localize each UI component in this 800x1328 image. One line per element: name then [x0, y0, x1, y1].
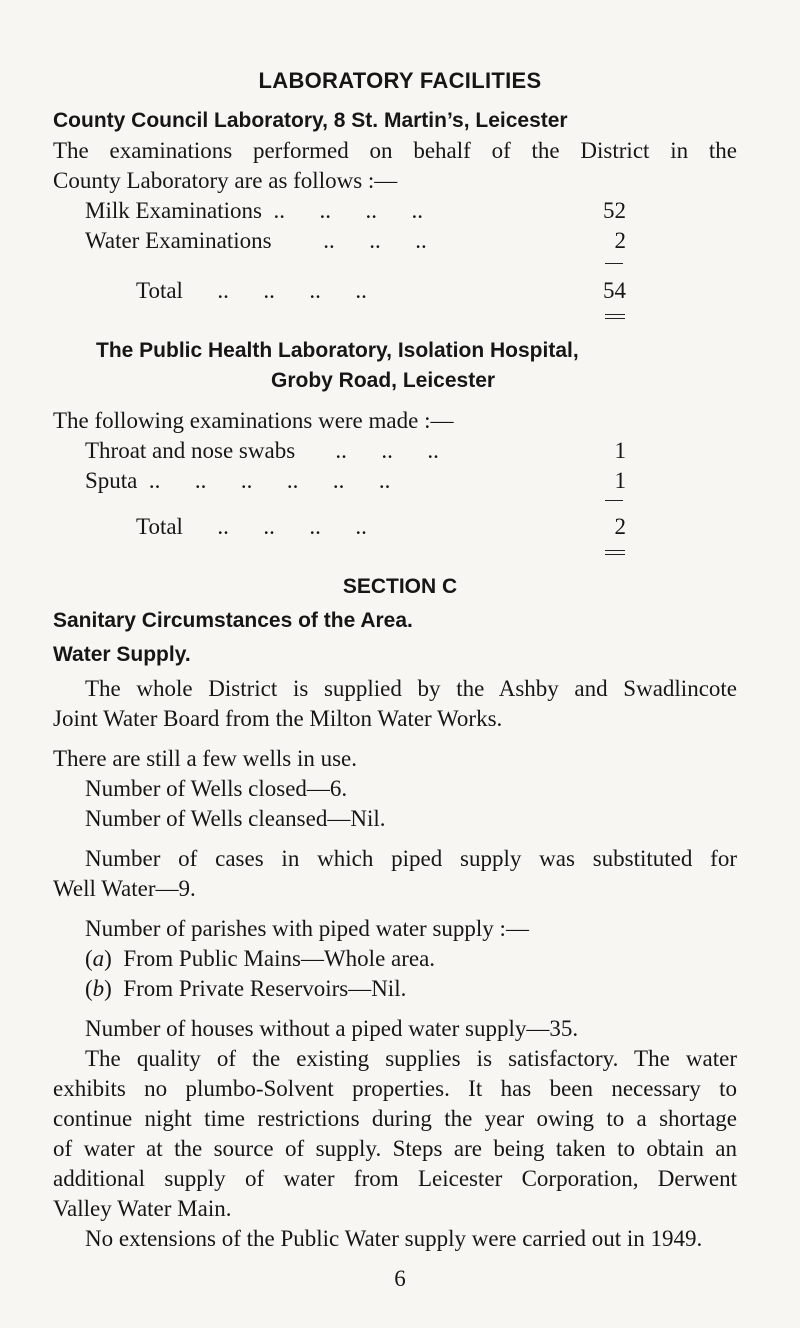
supply-para-line2: Joint Water Board from the Milton Water Works. [53, 706, 503, 731]
quality-para-line5: additional supply of water from Leicester Corporation, Derwent [53, 1166, 737, 1191]
piped-substituted-line2: Well Water—9. [53, 876, 196, 901]
throat-swabs-label: Throat and nose swabs .. .. .. [85, 438, 439, 463]
water-exam-value: 2 [614, 228, 626, 253]
throat-swabs-value: 1 [614, 438, 626, 463]
total-double-rule [605, 314, 625, 319]
piped-substituted-line1: Number of cases in which piped supply was substituted for [85, 846, 737, 871]
item-a-text: From Public Mains—Whole area. [123, 946, 436, 971]
quality-para-line6: Valley Water Main. [53, 1196, 232, 1221]
quality-para-line3: continue night time restrictions during the year owing to a shortage [53, 1106, 737, 1131]
section-c-heading: SECTION C [342, 575, 458, 598]
wells-closed: Number of Wells closed—6. [85, 776, 348, 801]
no-extensions: No extensions of the Public Water supply were carried out in 1949. [85, 1226, 703, 1251]
supply-para-line1: The whole District is supplied by the Ashby and Swadlincote [85, 676, 737, 701]
sanitary-heading: Sanitary Circumstances of the Area. [53, 609, 413, 632]
wells-in-use: There are still a few wells in use. [53, 746, 357, 771]
sum-rule [605, 500, 623, 501]
parishes-piped: Number of parishes with piped water supply :— [85, 916, 529, 941]
sputa-value: 1 [614, 468, 626, 493]
phl-total-label: Total .. .. .. .. [136, 514, 367, 539]
item-b-text: From Private Reservoirs—Nil. [123, 976, 407, 1001]
parishes-item-b: (b) From Private Reservoirs—Nil. [85, 976, 407, 1001]
quality-para-line4: of water at the source of supply. Steps are being taken to obtain an [53, 1136, 737, 1161]
phl-total-value: 2 [614, 514, 626, 539]
county-total-label: Total .. .. .. .. [136, 278, 367, 303]
houses-without-piped: Number of houses without a piped water supply—35. [85, 1016, 579, 1041]
phl-intro: The following examinations were made :— [53, 408, 454, 433]
county-lab-title: County Council Laboratory, 8 St. Martin’s, Leicester [53, 109, 568, 132]
water-supply-heading: Water Supply. [53, 643, 191, 666]
page-number: 6 [394, 1266, 406, 1291]
quality-para-line2: exhibits no plumbo-Solvent properties. It has been necessary to [53, 1076, 737, 1101]
item-a-letter: a [92, 946, 105, 971]
county-total-value: 54 [603, 278, 626, 303]
total-double-rule [605, 550, 625, 555]
parishes-item-a: (a) From Public Mains—Whole area. [85, 946, 436, 971]
wells-cleansed: Number of Wells cleansed—Nil. [85, 806, 386, 831]
water-exam-label: Water Examinations .. .. .. [85, 228, 427, 253]
county-lab-intro-line2: County Laboratory are as follows :— [53, 168, 398, 193]
sputa-label: Sputa .. .. .. .. .. .. [85, 468, 391, 493]
milk-exam-value: 52 [603, 198, 626, 223]
phl-title-line1: The Public Health Laboratory, Isolation Hospital, [96, 339, 579, 362]
item-b-letter: b [92, 976, 105, 1001]
quality-para-line1: The quality of the existing supplies is satisfactory. The water [85, 1046, 737, 1071]
county-lab-intro-line1: The examinations performed on behalf of the District in the [53, 138, 737, 163]
phl-title-line2: Groby Road, Leicester [271, 369, 496, 392]
sum-rule [605, 263, 623, 264]
milk-exam-label: Milk Examinations .. .. .. .. [85, 198, 423, 223]
heading-laboratory-facilities: LABORATORY FACILITIES [258, 68, 542, 93]
